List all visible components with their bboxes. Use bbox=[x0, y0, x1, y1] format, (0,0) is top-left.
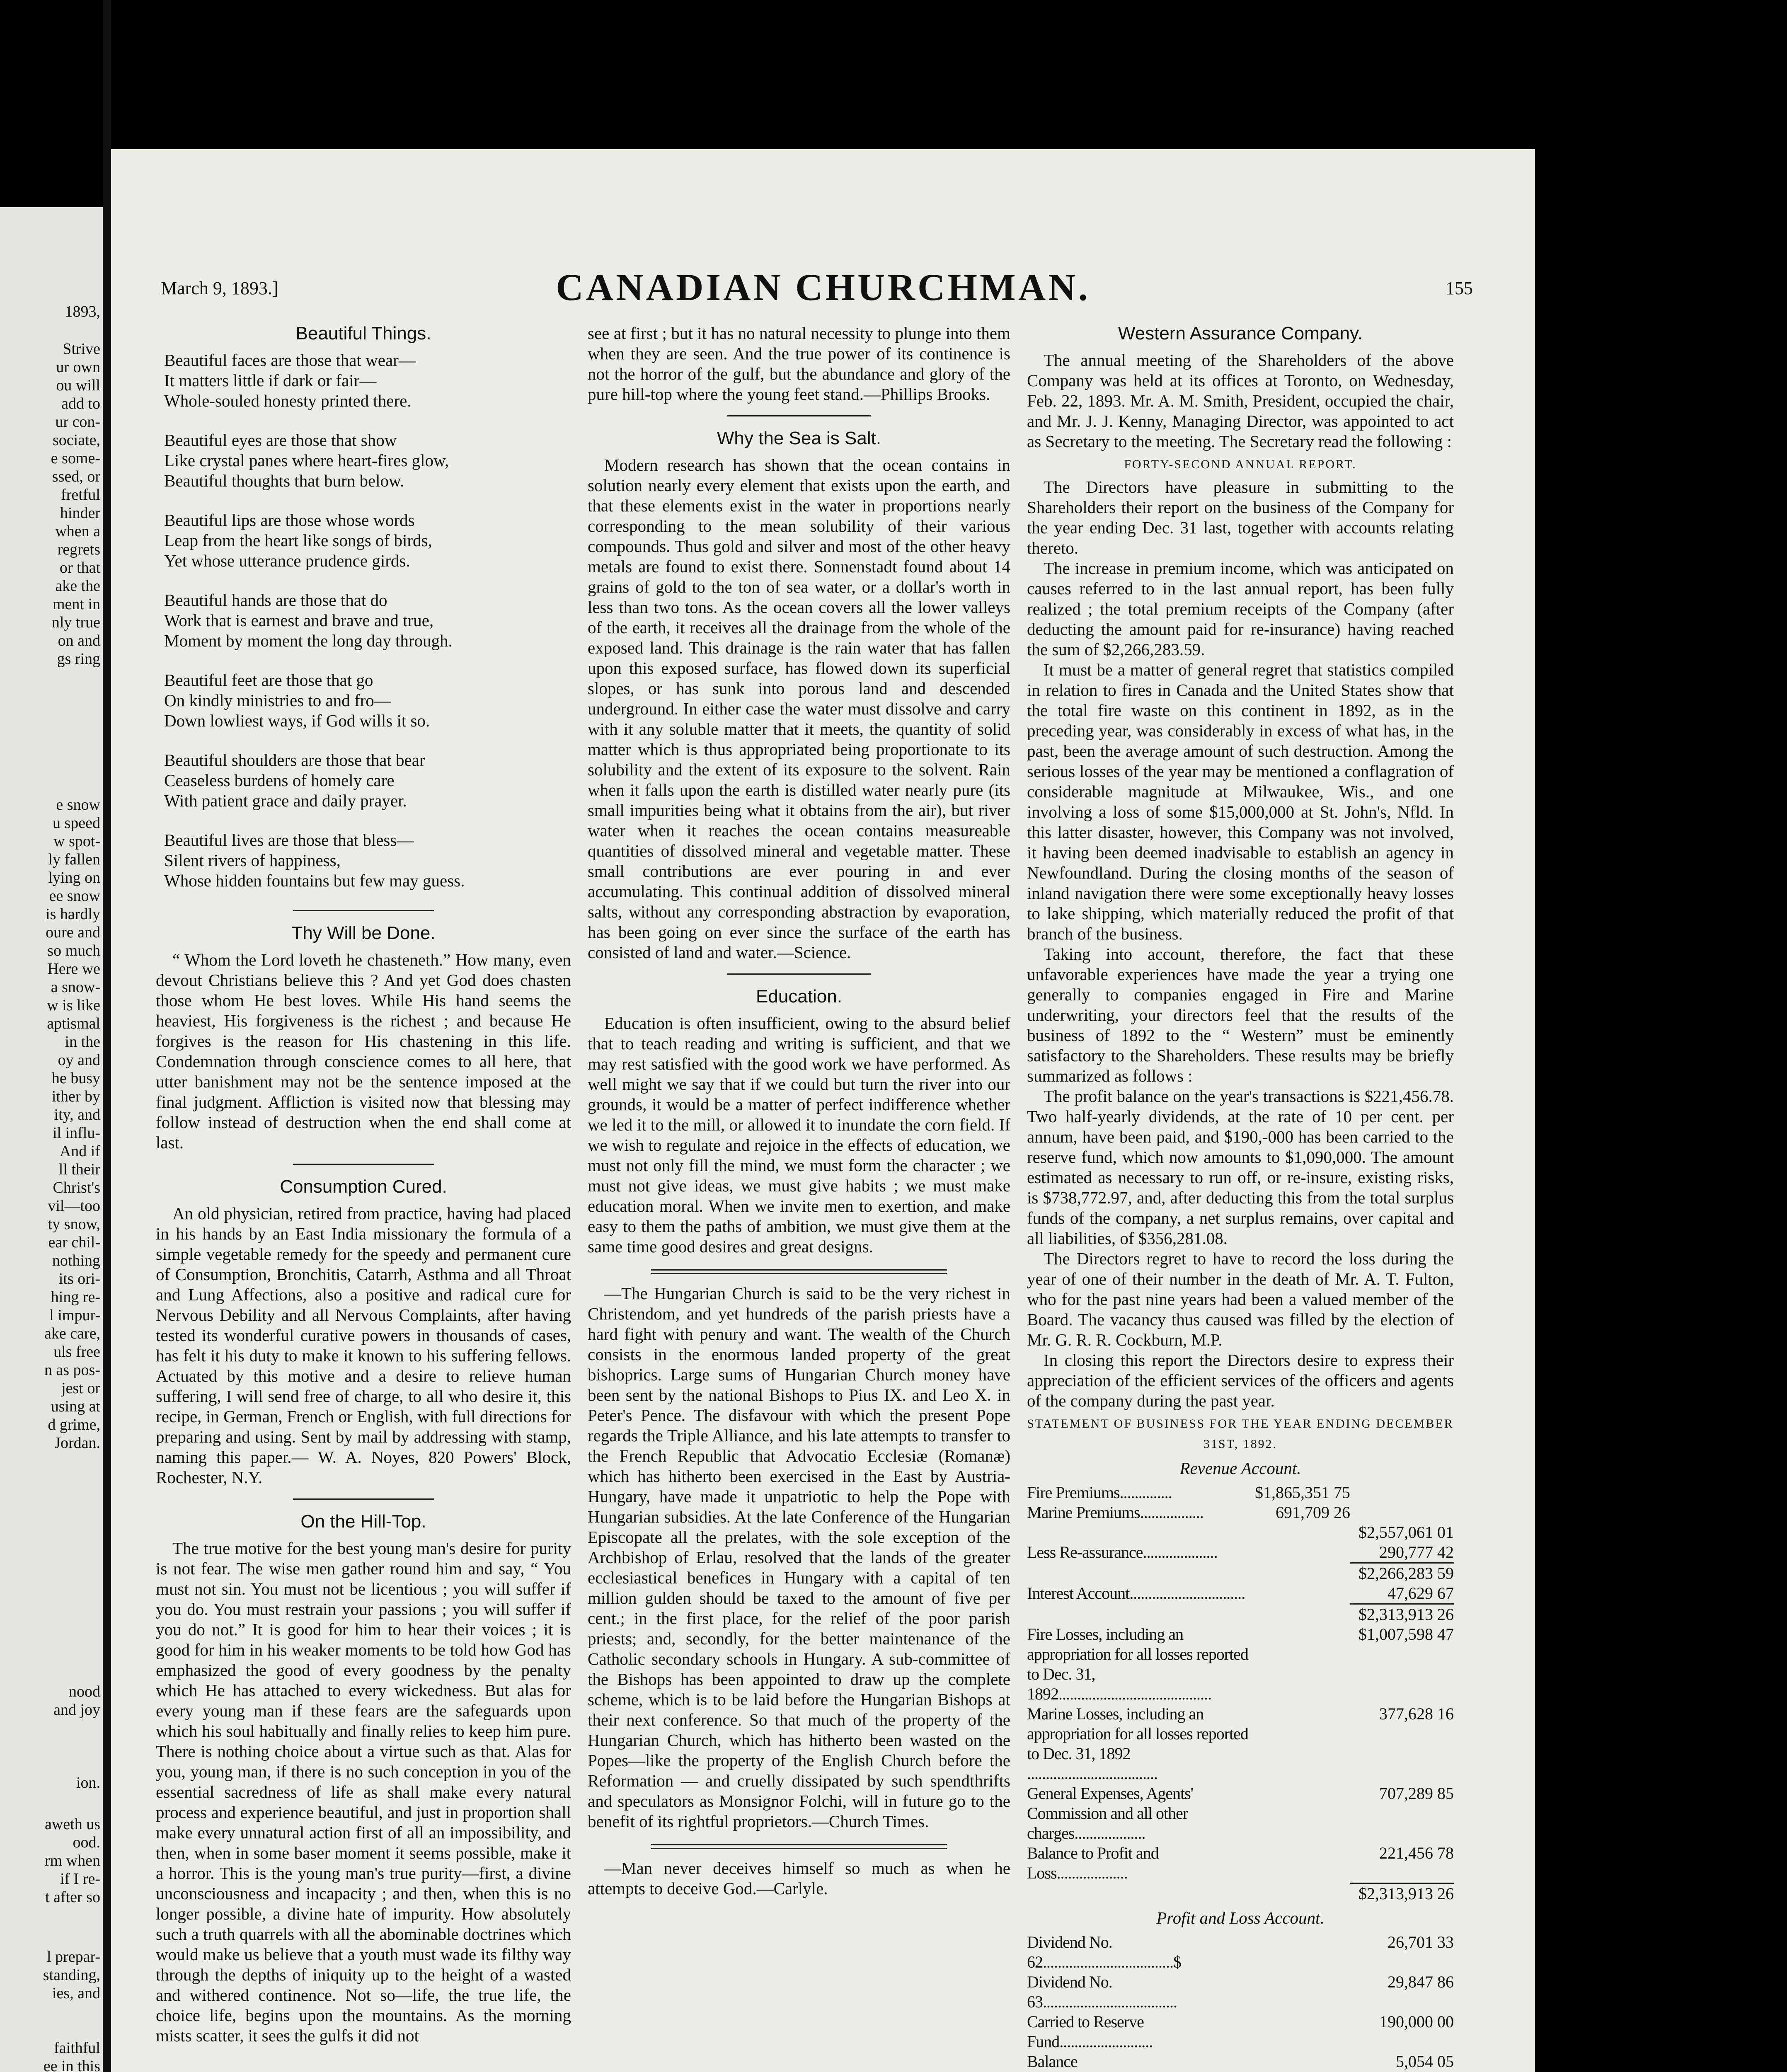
report-paragraph: It must be a matter of general regret that statistics compiled in relation to fires in Canada and the United States show that the total fire waste on this continent in 1892, as in the preceding year, was considerably in excess of what has, in the past, been the average amount of such destruction. Among the serious losses of the year may be mentioned a conflagration of considerable magnitude at Milwaukee, Wis., and one involving a loss of some $15,000,000 at St. John's, Nfld. In this latter disaster, however, this Company was not involved, it having been deemed inadvisable to establish an agency in Newfoundland. During the closing months of the season of inland navigation there were some exceptionally heavy losses to lake shipping, which materially reduced the profit of that branch of the business. bbox=[1027, 660, 1454, 943]
table-row bbox=[1027, 1503, 1454, 1523]
previous-page-fragment: Strive bbox=[63, 340, 100, 358]
previous-page-fragment: ly fallen bbox=[48, 851, 100, 868]
masthead-title: CANADIAN CHURCHMAN. bbox=[556, 266, 1090, 308]
article-body-sea-salt: Modern research has shown that the ocean contains in solution nearly every element that exists upon the earth, and that these elements exist in the water in proportions nearly corresponding to the mean solubility of their various compounds. Thus gold and silver and most of the other heavy metals are found to exist there. Sonnenstadt found about 14 grains of gold to the ton of sea water, or a dollar's worth in less than two tons. As the ocean covers all the lower valleys of the earth, it receives all the drainage from the whole of the exposed land. This drainage is the rain water that has fallen upon this exposed surface, has flowed down its superficial slopes, or has sunk into porous land and descended underground. In either case the water must dissolve and carry with it any soluble matter that it meets, the quantity of solid matter which is thus appropriated being proportionate to its solubility and the extent of its exposure to the solvent. Rain when it falls upon the earth is distilled water nearly pure (its small impurities being what it obtains from the air), but river water when it reaches the ocean contains measureable quantities of dissolved mineral and vegetable matter. These small contributions are ever pouring in and ever accumulating. This continual addition of dissolved mineral salts, without any corresponding abstraction by evaporation, has been going on ever since the surface of the earth has consisted of land and water.—Science. bbox=[588, 455, 1010, 962]
previous-page-fragment: ies, and bbox=[52, 1985, 100, 2002]
previous-page-fragment: ur own bbox=[56, 358, 100, 376]
revenue-table bbox=[1027, 1483, 1454, 1904]
table-cell: Interest Account............................... bbox=[1027, 1584, 1245, 1602]
double-divider bbox=[651, 1844, 947, 1849]
poem-stanza bbox=[164, 830, 571, 891]
previous-page-fragment: ssed, or bbox=[52, 468, 100, 485]
table-cell: 190,000 00 bbox=[1379, 2012, 1454, 2031]
poem-line: Whole-souled honesty printed there. bbox=[164, 391, 412, 410]
previous-page-fragment: ity, and bbox=[54, 1106, 100, 1123]
report-paragraph: Taking into account, therefore, the fact that these unfavorable experiences have made the year a trying one generally to companies engaged in Fire and Marine underwriting, your directors feel that the results of the business of 1892 to the “ Western” must be eminently satisfactory to the Shareholders. These results may be briefly summarized as follows : bbox=[1027, 944, 1454, 1085]
table-row bbox=[1027, 1932, 1454, 1972]
poem-line: Silent rivers of happiness, bbox=[164, 851, 341, 870]
report-paragraph: The profit balance on the year's transactions is $221,456.78. Two half-yearly dividends, at the rate of 10 per cent. per annum, have been paid, and $190,-000 has been carried to the reserve fund, which now amounts to $1,090,000. The amount estimated as necessary to run off, or re-insure, existing risks, is $738,772.97, and, after deducting this from the total surplus funds of the company, a net surplus remains, over capital and all liabilities, of $356,281.08. bbox=[1027, 1087, 1454, 1248]
table-cell bbox=[1027, 1604, 1255, 1625]
previous-page-fragment: ee in this bbox=[43, 2057, 100, 2072]
divider bbox=[293, 910, 434, 911]
table-row bbox=[1027, 1604, 1454, 1625]
previous-page-fragment: vil—too bbox=[48, 1197, 100, 1215]
previous-page-fragment: standing, bbox=[43, 1966, 100, 1984]
table-cell: $1,007,598 47 bbox=[1358, 1625, 1454, 1644]
previous-page-fragment: d grime, bbox=[48, 1416, 100, 1433]
table-cell: Fire Premiums.............. bbox=[1027, 1483, 1172, 1502]
table-cell bbox=[1255, 1624, 1350, 1704]
previous-page-fragment: w is like bbox=[47, 997, 100, 1014]
previous-page-fragment: ake the bbox=[55, 577, 100, 595]
article-title-beautiful-things: Beautiful Things. bbox=[295, 323, 431, 344]
previous-page-fragment: u speed bbox=[52, 814, 100, 832]
previous-page-fragment: using at bbox=[51, 1398, 100, 1415]
article-title-sea-salt: Why the Sea is Salt. bbox=[717, 428, 881, 448]
table-cell bbox=[1255, 1843, 1350, 1883]
previous-page-fragment: ty snow, bbox=[48, 1215, 100, 1233]
table-cell: Marine Premiums................. bbox=[1027, 1503, 1203, 1522]
table-cell: 377,628 16 bbox=[1379, 1704, 1454, 1723]
column-3 bbox=[1027, 323, 1454, 2072]
double-divider bbox=[651, 1269, 947, 1274]
table-cell: 26,701 33 bbox=[1387, 1932, 1454, 1951]
previous-page-fragment: or that bbox=[59, 559, 100, 576]
divider bbox=[727, 973, 871, 975]
previous-page-fragment: ee snow bbox=[49, 887, 100, 905]
previous-page-fragment: oy and bbox=[58, 1051, 100, 1069]
previous-page-fragment: t after so bbox=[45, 1888, 100, 1906]
table-row bbox=[1027, 1704, 1454, 1784]
table-row bbox=[1027, 1563, 1454, 1584]
table-row bbox=[1027, 1523, 1454, 1542]
table-cell bbox=[1255, 2052, 1350, 2072]
table-cell: 5,054 05 bbox=[1396, 2052, 1454, 2071]
table-cell bbox=[1255, 1704, 1350, 1784]
previous-page-fragment: so much bbox=[47, 942, 100, 959]
previous-page-fragment: he busy bbox=[51, 1070, 100, 1087]
article-body-thy-will: “ Whom the Lord loveth he chasteneth.” How many, even devout Christians believe this ? And yet God does chasten those whom He best loves. While His hand seems the heaviest, His forgiveness is the richest ; and because He forgives is the reason for His chastening in this life. Condemnation through conscience comes to all here, that utter banishment may not be the sentence imposed at the final judgment. Affliction is visited now that blessing may follow instead of destruction when the end shall come at last. bbox=[156, 950, 571, 1152]
poem-line: With patient grace and daily prayer. bbox=[164, 791, 407, 810]
previous-page-fragment: oure and bbox=[46, 924, 100, 941]
previous-page-fragment: l prepar- bbox=[47, 1948, 100, 1965]
table-cell: Balance bbox=[1027, 2052, 1078, 2071]
table-cell: $1,865,351 75 bbox=[1255, 1483, 1350, 1502]
poem-line: Whose hidden fountains but few may guess. bbox=[164, 871, 465, 890]
poem-line: Beautiful hands are those that do bbox=[164, 591, 387, 610]
report-body bbox=[1027, 477, 1454, 1411]
table-cell: Marine Losses, including an appropriation for all losses reported to Dec. 31, 1892 ................................... bbox=[1027, 1704, 1248, 1783]
poem-line: Beautiful feet are those that go bbox=[164, 670, 373, 690]
article-body-hilltop: The true motive for the best young man's desire for purity is not fear. The wise men gather round him and say, “ You must not sin. You must not be licentious ; you will suffer if you do. You must restrain your passions ; you will suffer if you do not.” It is good for him to hear their voices ; it is good for him in his weaker moments to be told how God has emphasized the good of every goodness by the penalty which He has attached to every wickedness. But alas for every young man if these fears are the safeguards upon which his soul habitually and finally relies to keep him pure. There is nothing choice about a virtue such as that. Alas for you, young man, if there is no such conception in you of the essential sacredness of life as shall make every natural process and experience beautiful, and just in proportion shall make every unnatural action first of all an impossibility, and then, when in some baser moment it seems possible, make it a horror. This is the young man's true purity—first, a divine unconsciousness and incapacity ; and then, when this is no longer possible, a divine hate of impurity. How absolutely such a truth quarrels with all the abominable doctrines which would make us believe that a youth must wade its filthy way through the depths of iniquity up to the height of a wasted and withered continence. Not so—life, the true life, the choice life, begins upon the mountains. As the morning mists scatter, it sees the gulfs it did not bbox=[156, 1539, 571, 2045]
previous-page-fragment: add to bbox=[61, 395, 100, 412]
table-cell: Fire Losses, including an appropriation for all losses reported to Dec. 31, 1892......................................... bbox=[1027, 1625, 1248, 1703]
poem-stanza bbox=[164, 510, 571, 571]
poem-stanza bbox=[164, 750, 571, 811]
poem-line: Beautiful lives are those that bless— bbox=[164, 830, 414, 850]
previous-page-fragment: e some- bbox=[51, 450, 100, 467]
previous-page-fragment: gs ring bbox=[57, 650, 100, 668]
table-cell bbox=[1255, 1542, 1350, 1563]
poem-line: Down lowliest ways, if God wills it so. bbox=[164, 711, 430, 730]
column-2 bbox=[588, 323, 1010, 1899]
poem-line: Moment by moment the long day through. bbox=[164, 631, 453, 650]
previous-page-fragment: ear chil- bbox=[48, 1234, 100, 1251]
table-row bbox=[1027, 1583, 1454, 1604]
table-cell: $2,313,913 26 bbox=[1350, 1604, 1454, 1625]
table-cell: $2,557,061 01 bbox=[1358, 1523, 1454, 1542]
table-row bbox=[1027, 1883, 1454, 1904]
table-row bbox=[1027, 1542, 1454, 1563]
table-cell bbox=[1255, 1883, 1350, 1904]
previous-page-fragment: on and bbox=[58, 632, 100, 649]
profit-loss-table bbox=[1027, 1932, 1454, 2072]
table-cell: Less Re-assurance.................... bbox=[1027, 1543, 1218, 1561]
statement-heading: STATEMENT OF BUSINESS FOR THE YEAR ENDING DECEMBER 31ST, 1892. bbox=[1027, 1417, 1454, 1451]
previous-page-fragment: lying on bbox=[48, 869, 100, 886]
table-cell bbox=[1255, 1604, 1350, 1625]
table-cell bbox=[1027, 1523, 1255, 1542]
table-cell: 221,456 78 bbox=[1379, 1844, 1454, 1862]
poem-line: Beautiful lips are those whose words bbox=[164, 511, 415, 530]
poem-stanza bbox=[164, 350, 571, 411]
table-cell: 290,777 42 bbox=[1379, 1543, 1454, 1561]
table-cell bbox=[1255, 1784, 1350, 1843]
revenue-heading: Revenue Account. bbox=[1179, 1459, 1301, 1478]
previous-page-fragment: il influ- bbox=[52, 1124, 100, 1142]
table-cell: General Expenses, Agents' Commission and all other charges................... bbox=[1027, 1784, 1193, 1842]
previous-page-fragment: faithful bbox=[54, 2039, 100, 2057]
previous-page-fragment: if I re- bbox=[60, 1870, 100, 1888]
article-body-hungarian-church: —The Hungarian Church is said to be the very richest in Christendom, and yet hundreds of the parish priests have a hard fight with penury and want. The wealth of the Church consists in the enormous landed property of the great bishoprics. Large sums of Hungarian Church money have been sent by the national Bishops to Pius IX. and Leo X. in Peter's Pence. The disfavour with which the present Pope regards the Triple Alliance, and his late attempts to transfer to the French Republic that Advocatio Ecclesiæ (Romanæ) which has hitherto been exercised in the East by Austria-Hungary, have made it unpatriotic to help the Pope with Hungarian subsidies. At the late Conference of the Hungarian Episcopate all the prelates, with the sole exception of the Archbishop of Erlau, resolved that the lands of the greater ecclesiastical benefices in Hungary with a capital of ten million gulden should be taxed to the amount of five per cent.; in the first place, for the relief of the poor parish priests; and, secondly, for the better maintenance of the Catholic secondary schools in Hungary. A sub-committee of the Bishops has been appointed to draw up the complete scheme, which is to be laid before the Hungarian Bishops at their next conference. So that much of the property of the Hungarian Church, which has hitherto been wasted on the Popes—like the property of the English Church before the Reformation — and cruelly dissipated by such spendthrifts and speculators as Monsignor Folchi, will in future go to the benefit of its rightful proprietors.—Church Times. bbox=[588, 1284, 1010, 1831]
previous-page-fragment: a snow- bbox=[51, 978, 100, 996]
previous-page-fragment: hing re- bbox=[51, 1288, 100, 1306]
previous-page-fragment: and joy bbox=[53, 1701, 100, 1719]
poem-line: Beautiful eyes are those that show bbox=[164, 431, 397, 450]
previous-page-strip bbox=[0, 207, 103, 2072]
previous-page-fragment: ll their bbox=[58, 1161, 100, 1178]
profit-loss-heading: Profit and Loss Account. bbox=[1156, 1908, 1325, 1927]
report-paragraph: In closing this report the Directors desire to express their appreciation of the efficient services of the officers and agents of the company during the past year. bbox=[1027, 1351, 1454, 1410]
table-cell bbox=[1350, 1483, 1454, 1503]
previous-page-fragment: And if bbox=[59, 1143, 100, 1160]
article-body-education: Education is often insufficient, owing to the absurd belief that to teach reading and writing is sufficient, and that we may rest satisfied with the good work we have performed. As well might we say that if we could but turn the river into our grounds, it would be a matter of perfect indifference whether we led it to the mill, or allowed it to inundate the corn field. If we wish to regulate and rejoice in the effects of education, we must not only fill the mind, we must form the character ; we must not give ideas, we must give habits ; we must make education moral. When we invite men to exertion, and make easy to them the paths of ambition, we must give them at the same time good desires and great designs. bbox=[588, 1014, 1010, 1256]
previous-page-fragment: Here we bbox=[47, 960, 100, 978]
previous-page-fragment: w spot- bbox=[53, 833, 100, 850]
previous-page-fragment: ment in bbox=[52, 595, 100, 613]
previous-page-fragment: ou will bbox=[56, 377, 100, 394]
table-row bbox=[1027, 1843, 1454, 1883]
previous-page-fragment: its ori- bbox=[58, 1270, 100, 1288]
poem-line: Beautiful faces are those that wear— bbox=[164, 351, 416, 370]
divider bbox=[293, 1498, 434, 1500]
table-cell bbox=[1350, 1503, 1454, 1523]
table-cell: 29,847 86 bbox=[1387, 1972, 1454, 1991]
previous-page-fragment: fretful bbox=[61, 486, 100, 503]
poem-line: Work that is earnest and brave and true, bbox=[164, 611, 434, 630]
previous-page-fragment: e snow bbox=[56, 796, 100, 813]
report-paragraph: The Directors have pleasure in submitting to the Shareholders their report on the business of the Company for the year ending Dec. 31 last, together with accounts relating thereto. bbox=[1027, 477, 1454, 557]
table-row bbox=[1027, 1483, 1454, 1503]
poem-stanza bbox=[164, 590, 571, 651]
table-cell bbox=[1255, 2012, 1350, 2052]
article-title-western-assurance: Western Assurance Company. bbox=[1118, 323, 1363, 344]
previous-page-fragment: nothing bbox=[52, 1252, 100, 1269]
table-cell: Balance to Profit and Loss................... bbox=[1027, 1844, 1159, 1882]
previous-page-fragment: Jordan. bbox=[54, 1434, 100, 1452]
previous-page-fragment: jest or bbox=[61, 1380, 100, 1397]
table-cell: 707,289 85 bbox=[1379, 1784, 1454, 1803]
previous-page-fragment: 1893, bbox=[65, 303, 100, 320]
poem-stanza bbox=[164, 430, 571, 491]
article-body-consumption: An old physician, retired from practice, having had placed in his hands by an East India missionary the formula of a simple vegetable remedy for the speedy and permanent cure of Consumption, Bronchitis, Catarrh, Asthma and all Throat and Lung Affections, also a positive and radical cure for Nervous Debility and all Nervous Complaints, after having tested its wonderful curative powers in thousands of cases, has felt it his duty to make it known to his suffering fellows. Actuated by this motive and a desire to relieve human suffering, I will send free of charge, to all who desire it, this recipe, in German, French or English, with full directions for preparing and using. Sent by mail by addressing with stamp, naming this paper.— W. A. Noyes, 820 Powers' Block, Rochester, N.Y. bbox=[156, 1204, 571, 1487]
table-cell: Carried to Reserve Fund......................... bbox=[1027, 2012, 1153, 2051]
previous-page-fragment: when a bbox=[55, 523, 100, 540]
previous-page-fragment: ither by bbox=[51, 1088, 100, 1105]
previous-page-fragment: ood. bbox=[73, 1834, 100, 1851]
previous-page-fragment: is hardly bbox=[46, 905, 100, 923]
previous-page-fragment: rm when bbox=[44, 1852, 100, 1869]
table-row bbox=[1027, 1624, 1454, 1704]
table-cell bbox=[1255, 1583, 1350, 1604]
divider bbox=[293, 1164, 434, 1165]
poem-line: Ceaseless burdens of homely care bbox=[164, 771, 395, 790]
table-row bbox=[1027, 1972, 1454, 2012]
previous-page-fragment: Christ's bbox=[53, 1179, 100, 1196]
table-cell bbox=[1255, 1523, 1350, 1542]
poem-line: Like crystal panes where heart-fires glow, bbox=[164, 451, 449, 470]
table-row bbox=[1027, 2012, 1454, 2052]
table-cell: 691,709 26 bbox=[1276, 1503, 1350, 1522]
page-number: 155 bbox=[1446, 278, 1473, 298]
article-title-education: Education. bbox=[756, 986, 842, 1007]
divider bbox=[727, 415, 871, 416]
table-cell: Dividend No. 63.................................... bbox=[1027, 1972, 1177, 2011]
previous-page-fragment: ur con- bbox=[55, 413, 100, 431]
table-row bbox=[1027, 1784, 1454, 1843]
article-title-hilltop: On the Hill-Top. bbox=[300, 1511, 426, 1532]
column-1 bbox=[156, 323, 571, 2046]
report-paragraph: The Directors regret to have to record the loss during the year of one of their number in the death of Mr. A. T. Fulton, who for the past nine years had been a valued member of the Board. The vacancy thus caused was filled by the election of Mr. G. R. R. Cockburn, M.P. bbox=[1027, 1249, 1454, 1349]
table-cell bbox=[1255, 1932, 1350, 1972]
article-title-thy-will: Thy Will be Done. bbox=[291, 923, 436, 943]
previous-page-fragment: l impur- bbox=[49, 1307, 100, 1324]
previous-page-fragment: aweth us bbox=[44, 1815, 100, 1833]
poem-stanza bbox=[164, 670, 571, 731]
issue-date: March 9, 1893.] bbox=[161, 278, 278, 298]
report-paragraph: The increase in premium income, which was anticipated on causes referred to in the last annual report, has been fully realized ; the total premium receipts of the Company (after deducting the amount paid for re-insurance) having reached the sum of $2,266,283.59. bbox=[1027, 559, 1454, 659]
previous-page-fragment: aptismal bbox=[47, 1015, 100, 1032]
poem-line: Yet whose utterance prudence girds. bbox=[164, 551, 410, 570]
poem bbox=[156, 350, 571, 891]
previous-page-fragment: n as pos- bbox=[44, 1361, 100, 1379]
previous-page-fragment: ion. bbox=[76, 1774, 100, 1791]
table-cell bbox=[1255, 1972, 1350, 2012]
running-header bbox=[111, 261, 1535, 307]
newspaper-page bbox=[111, 149, 1535, 2072]
poem-line: Beautiful thoughts that burn below. bbox=[164, 471, 404, 490]
table-cell bbox=[1255, 1563, 1350, 1584]
previous-page-fragment: sociate, bbox=[52, 431, 100, 449]
table-row bbox=[1027, 2052, 1454, 2072]
previous-page-fragment: uls free bbox=[53, 1343, 100, 1360]
previous-page-fragment: regrets bbox=[57, 541, 100, 558]
previous-page-fragment: hinder bbox=[60, 504, 100, 522]
scan-background bbox=[1535, 0, 1787, 2072]
poem-line: Beautiful shoulders are those that bear bbox=[164, 750, 425, 770]
previous-page-fragment: in the bbox=[65, 1033, 100, 1051]
report-heading: FORTY-SECOND ANNUAL REPORT. bbox=[1124, 457, 1357, 471]
article-title-consumption: Consumption Cured. bbox=[280, 1176, 447, 1197]
table-cell: 47,629 67 bbox=[1387, 1584, 1454, 1602]
poem-line: On kindly ministries to and fro— bbox=[164, 691, 391, 710]
table-cell bbox=[1027, 1563, 1255, 1584]
table-cell bbox=[1027, 1883, 1255, 1904]
book-gutter bbox=[103, 0, 111, 2072]
previous-page-fragment: nood bbox=[69, 1683, 100, 1700]
table-cell: $2,313,913 26 bbox=[1350, 1883, 1454, 1904]
poem-line: Leap from the heart like songs of birds, bbox=[164, 531, 432, 550]
previous-page-fragment: nly true bbox=[51, 614, 100, 631]
article-body-hilltop-continued: see at first ; but it has no natural necessity to plunge into them when they are seen. And the true power of its continence is not the horror of the gulf, but the abundance and glory of the pure hill-top where the young feet stand.—Phillips Brooks. bbox=[588, 324, 1010, 404]
article-intro-western: The annual meeting of the Shareholders of the above Company was held at its offices at Toronto, on Wednesday, Feb. 22, 1893. Mr. A. M. Smith, President, occupied the chair, and Mr. J. J. Kenny, Managing Director, was appointed to act as Secretary to the meeting. The Secretary read the following : bbox=[1027, 351, 1454, 451]
previous-page-fragment: ake care, bbox=[44, 1325, 100, 1342]
table-cell: Dividend No. 62...................................$ bbox=[1027, 1932, 1181, 1971]
poem-line: It matters little if dark or fair— bbox=[164, 371, 377, 390]
table-cell: $2,266,283 59 bbox=[1350, 1563, 1454, 1584]
article-body-carlyle: —Man never deceives himself so much as when he attempts to deceive God.—Carlyle. bbox=[588, 1859, 1010, 1898]
